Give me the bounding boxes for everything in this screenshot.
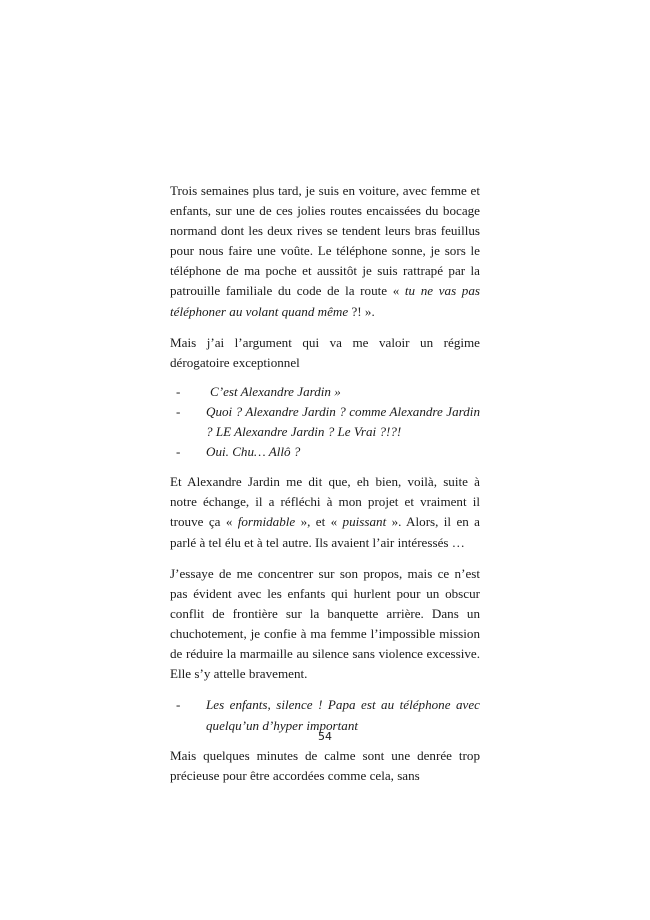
dialogue-text: C’est Alexandre Jardin » [210, 383, 341, 399]
paragraph-2 [170, 333, 480, 373]
paragraph-3-word-puissant: puissant [342, 514, 387, 530]
dialogue-list [170, 382, 480, 462]
paragraph-2-text: Mais j’ai l’argument qui va me valoir un régime dérogatoire exceptionnel [170, 334, 480, 370]
paragraph-1-quote: tu ne vas pas téléphoner au volant quand même [170, 283, 480, 319]
paragraph-5-text: Mais quelques minutes de calme sont une denrée trop précieuse pour être accordées comme cela, sans [170, 748, 480, 784]
dialogue-text: Les enfants, silence ! Papa est au téléphone avec quelqu’un d’hyper important [206, 697, 480, 733]
paragraph-1 [170, 181, 480, 322]
paragraph-3-text-a: Et Alexandre Jardin me dit que, eh bien, voilà, suite à notre échange, il a réfléchi à mon projet et vraiment il trouve ça « [170, 474, 480, 530]
paragraph-3-text-c: ». Alors, il en a parlé à tel élu et à tel autre. Ils avaient l’air intéressés … [170, 514, 480, 550]
dialogue-dash: - [176, 697, 181, 713]
paragraph-1-text: Trois semaines plus tard, je suis en voiture, avec femme et enfants, sur une de ces jolies routes encaissées du bocage normand dont les deux rives se tendent leurs bras feuillus pour nous faire une voûte. Le téléphone sonne, je sors le téléphone de ma poche et aussitôt je suis rattrapé par la patrouille familiale du code de la route « [170, 183, 480, 299]
dialogue-line [170, 402, 480, 442]
dialogue-line [170, 442, 480, 462]
paragraph-3-text-b: », et « [295, 514, 343, 530]
dialogue-line [170, 382, 480, 402]
dialogue-dash: - [176, 444, 181, 460]
paragraph-3 [170, 472, 480, 552]
dialogue-dash: - [176, 403, 181, 419]
body-text [170, 181, 480, 798]
paragraph-3-word-formidable: formidable [237, 514, 296, 530]
dialogue-dash: - [176, 383, 181, 399]
paragraph-4-text: J’essaye de me concentrer sur son propos, mais ce n’est pas évident avec les enfants qui hurlent pour un obscur conflit de frontière sur la banquette arrière. Dans un chuchotement, je confie à ma femme l’impossible mission de réduire la marmaille au silence sans violence excessive. Elle s’y attelle bravement. [170, 565, 480, 682]
page-number: 54 [318, 730, 332, 743]
paragraph-1-quote-end: ?! ». [351, 303, 375, 319]
paragraph-5 [170, 746, 480, 786]
paragraph-4 [170, 564, 480, 685]
dialogue-text: Oui. Chu… Allô ? [206, 444, 301, 460]
dialogue-text: Quoi ? Alexandre Jardin ? comme Alexandre Jardin ? LE Alexandre Jardin ? Le Vrai ?!?! [206, 403, 480, 440]
